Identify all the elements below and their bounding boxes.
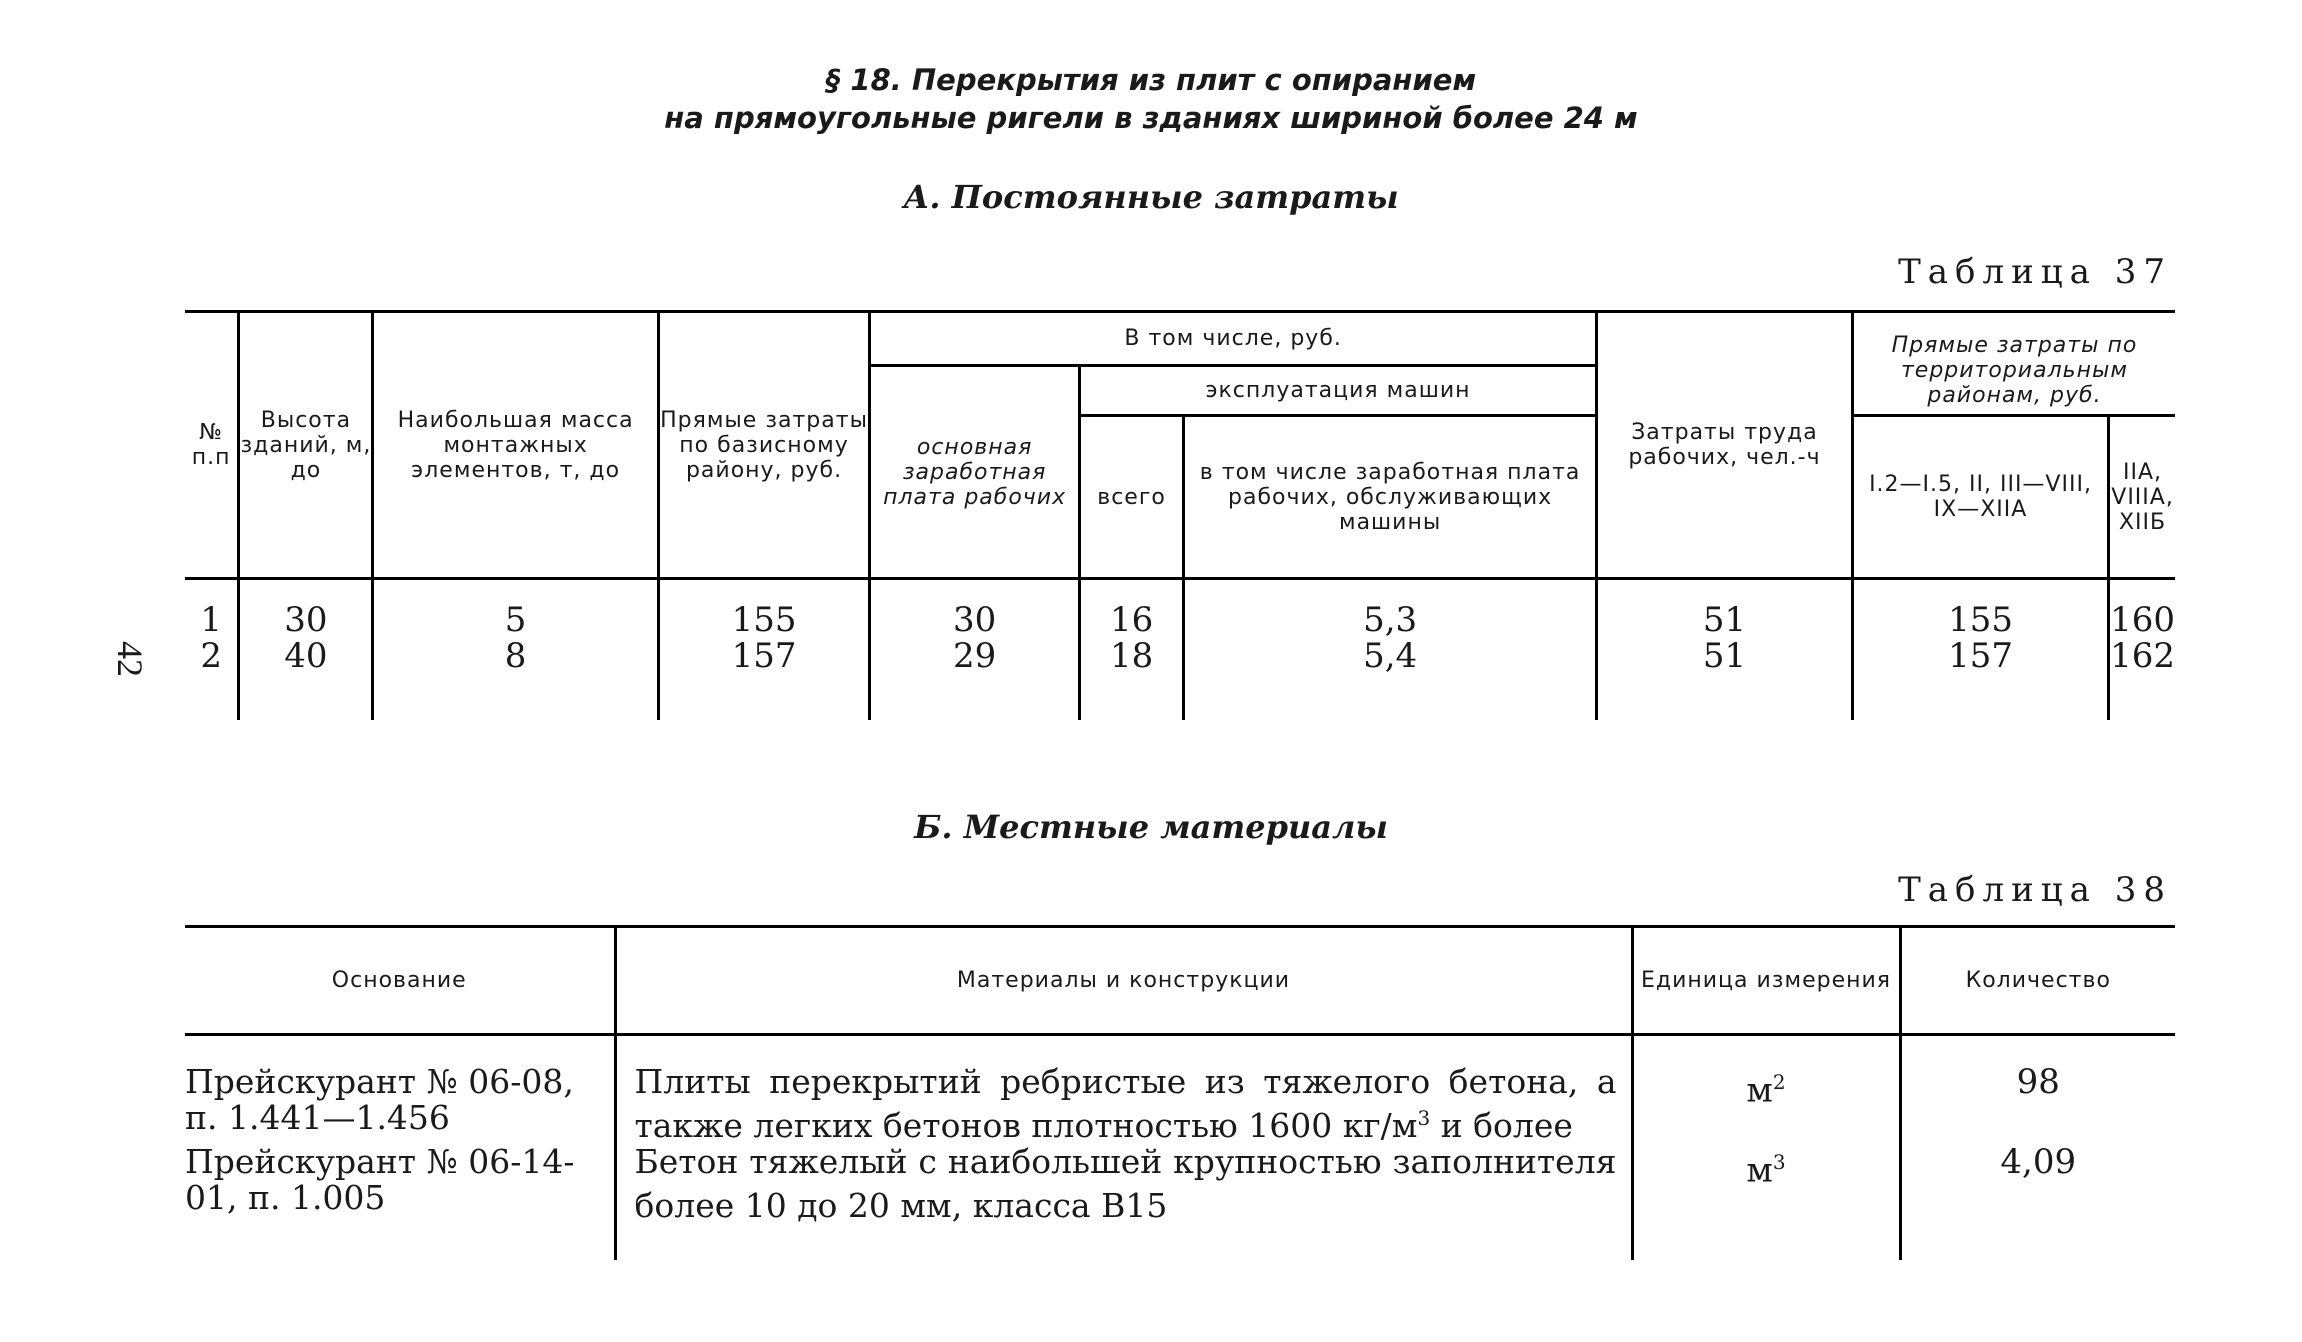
col-territory-2: 160 162 bbox=[2109, 579, 2175, 721]
header-quantity: Количество bbox=[1900, 927, 2175, 1035]
col-direct: 155 157 bbox=[658, 579, 870, 721]
table-37-body bbox=[185, 579, 2175, 721]
header-machine-operation: эксплуатация машин bbox=[1079, 366, 1596, 416]
header-territory-2: IIA, VIIIA, XIIБ bbox=[2109, 416, 2175, 579]
table-37-label: Таблица 37 bbox=[1898, 252, 2172, 292]
col-height: 30 40 bbox=[239, 579, 373, 721]
subsection-b-title: Б. Местные материалы bbox=[914, 808, 1388, 846]
header-machine-wage: в том числе заработная плата рабочих, обслуживающих машины bbox=[1184, 416, 1597, 579]
quantity-cell: 4,09 bbox=[1900, 1144, 2175, 1260]
col-territory-1: 155 157 bbox=[1852, 579, 2108, 721]
material-cell: Плиты перекрытий ребристые из тяжелого бетона, а также легких бетонов плотностью 1600 $кг/м^3$ и более bbox=[615, 1035, 1632, 1145]
col-machine-wage: 5,3 5,4 bbox=[1184, 579, 1597, 721]
page-number: 42 bbox=[110, 641, 150, 677]
col-mass: 5 8 bbox=[373, 579, 658, 721]
header-labor: Затраты труда рабочих, чел.-ч bbox=[1597, 312, 1853, 579]
col-machine-total: 16 18 bbox=[1079, 579, 1183, 721]
basis-cell: Прейскурант № 06-14-01, п. 1.005 bbox=[185, 1142, 575, 1217]
table-38-row bbox=[185, 1035, 2175, 1145]
header-num: № п.п bbox=[185, 312, 239, 579]
header-territory-1: I.2—I.5, II, III—VIII, IX—XIIA bbox=[1852, 416, 2108, 579]
header-basic-wage: основная заработная плата рабочих bbox=[870, 366, 1080, 579]
table-38-label: Таблица 38 bbox=[1898, 870, 2172, 910]
section-heading-line-2: на прямоугольные ригели в зданиях шириной более 24 м bbox=[664, 101, 1638, 135]
table-38-row bbox=[185, 1144, 2175, 1260]
table-37 bbox=[185, 310, 2175, 720]
table-38 bbox=[185, 925, 2175, 1260]
col-num: 1 2 bbox=[200, 600, 222, 676]
header-including: В том числе, руб. bbox=[870, 312, 1597, 366]
header-mass: Наибольшая масса монтажных элементов, т, до bbox=[373, 312, 658, 579]
subsection-a-title: А. Постоянные затраты bbox=[903, 178, 1399, 216]
header-direct-costs: Прямые затраты по базисному району, руб. bbox=[658, 312, 870, 579]
header-basis: Основание bbox=[185, 927, 615, 1035]
header-territorial: Прямые затраты по территориальным районам, руб. bbox=[1852, 312, 2175, 416]
unit-cell: $м^3$ bbox=[1632, 1144, 1900, 1260]
basis-cell: Прейскурант № 06-08, п. 1.441—1.456 bbox=[185, 1062, 574, 1137]
col-labor: 51 51 bbox=[1597, 579, 1853, 721]
col-basic-wage: 30 29 bbox=[870, 579, 1080, 721]
header-materials: Материалы и конструкции bbox=[615, 927, 1632, 1035]
unit-cell: $м^2$ bbox=[1632, 1035, 1900, 1145]
header-height: Высота зданий, м, до bbox=[239, 312, 373, 579]
header-machine-total: всего bbox=[1079, 416, 1183, 579]
material-cell: Бетон тяжелый с наибольшей крупностью заполнителя более 10 до 20 мм, класса В15 bbox=[615, 1144, 1632, 1260]
quantity-cell: 98 bbox=[1900, 1035, 2175, 1145]
section-heading-line-1: § 18. Перекрытия из плит с опиранием bbox=[825, 63, 1477, 97]
header-unit: Единица измерения bbox=[1632, 927, 1900, 1035]
